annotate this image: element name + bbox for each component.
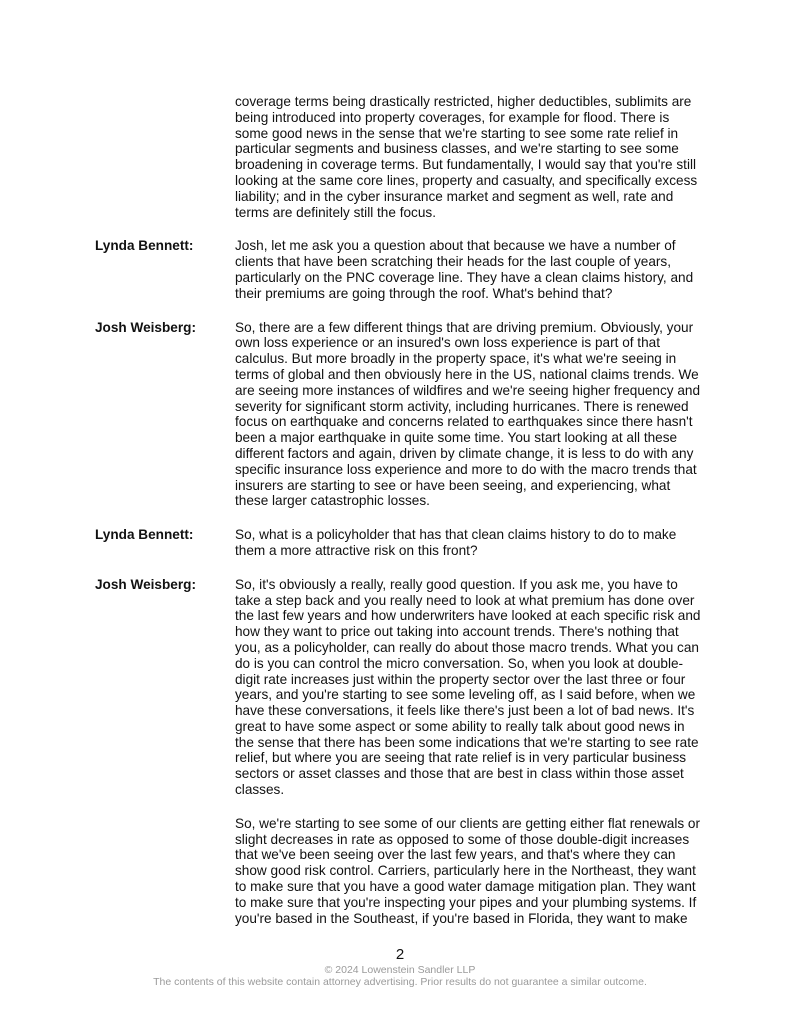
transcript-paragraph: So, there are a few different things that are driving premium. Obviously, your own loss experience or an insured's own loss experience is part of that calculus. But more broadly in the property space, it's what we're seeing in terms of global and then obviously here in the US, national claims trends. We are seeing more instances of wildfires and we're seeing higher frequency and severity for significant storm activity, including hurricanes. There is renewed focus on earthquake and concerns related to earthquakes since there hasn't been a major earthquake in quite some time. You start looking at all these different factors and again, driven by climate change, it is less to do with any specific insurance loss experience and more to do with the macro trends that insurers are starting to see or have been seeing, and experiencing, what these larger catastrophic losses. — [235, 319, 701, 509]
transcript-block — [0, 527, 800, 559]
transcript-block-continuation — [0, 94, 800, 220]
speaker-name: Lynda Bennett: — [95, 527, 194, 543]
speaker-name: Josh Weisberg: — [95, 576, 196, 592]
transcript-paragraph: So, it's obviously a really, really good question. If you ask me, you have to take a step back and you really need to look at what premium has done over the last few years and how underwriters have looked at each specific risk and how they want to price out taking into account trends. There's nothing that you, as a policyholder, can really do about those macro trends. What you can do is you can control the micro conversation. So, when you look at double- digit rate increases just within the property sector over the last three or four years, and you're starting to see some leveling off, as I said before, when we have these conversations, it feels like there's just been a lot of bad news. It's great to have some aspect or some ability to really talk about good news in the sense that there has been some indications that we're starting to see rate relief, but where you are seeing that rate relief is in very particular business sectors or asset classes and those that are best in class within those asset classes. — [235, 576, 701, 798]
transcript-paragraph: Josh, let me ask you a question about that because we have a number of clients that have been scratching their heads for the last couple of years, particularly on the PNC coverage line. They have a clean claims history, and their premiums are going through the roof. What's behind that? — [235, 238, 694, 301]
transcript-paragraph: coverage terms being drastically restricted, higher deductibles, sublimits are being introduced into property coverages, for example for flood. There is some good news in the sense that we're starting to see some rate relief in particular segments and business classes, and we're starting to see some broadening in coverage terms. But fundamentally, I would say that you're still looking at the same core lines, property and casualty, and specifically excess liability; and in the cyber insurance market and segment as well, rate and terms are definitely still the focus. — [235, 94, 698, 220]
speaker-name: Josh Weisberg: — [95, 319, 196, 335]
transcript-paragraph: So, we're starting to see some of our clients are getting either flat renewals or slight decreases in rate as opposed to some of those double-digit increases that we've been seeing over the last few years, and that's where they can show good risk control. Carriers, particularly here in the Northeast, they want to make sure that you have a good water damage mitigation plan. They want to make sure that you're inspecting your pipes and your plumbing systems. If you're based in the Southeast, if you're based in Florida, they want to make — [235, 815, 701, 926]
advertising-disclaimer: The contents of this website contain attorney advertising. Prior results do not guarantee a similar outcome. — [153, 976, 647, 988]
page-number: 2 — [395, 946, 405, 963]
transcript-paragraph: So, what is a policyholder that has that clean claims history to do to make them a more attractive risk on this front? — [235, 527, 677, 558]
transcript-block — [0, 577, 800, 927]
copyright-notice: © 2024 Lowenstein Sandler LLP — [324, 964, 476, 976]
transcript-block — [0, 238, 800, 301]
transcript-block — [0, 320, 800, 510]
transcript-body — [0, 94, 800, 944]
speaker-name: Lynda Bennett: — [95, 238, 194, 254]
